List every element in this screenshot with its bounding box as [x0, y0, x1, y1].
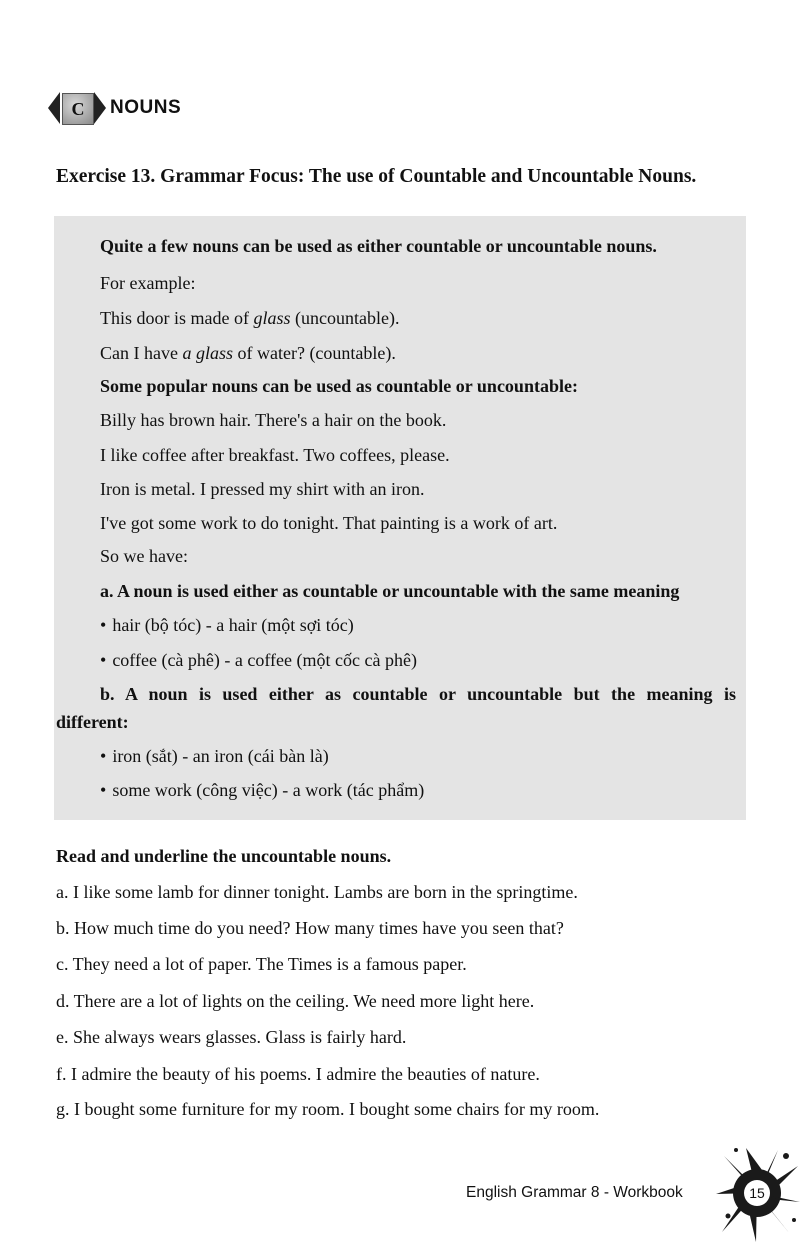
footer-book-title: English Grammar 8 - Workbook: [466, 1184, 683, 1201]
question-item: a. I like some lamb for dinner tonight. Lambs are born in the springtime.: [56, 882, 578, 902]
section-header: [48, 88, 181, 128]
example-sentence-1: This door is made of glass (uncountable).: [100, 308, 400, 328]
example-sentence-2: Can I have a glass of water? (countable).: [100, 343, 396, 363]
grammar-intro: Quite a few nouns can be used as either countable or uncountable nouns.: [100, 236, 657, 256]
exercise-title: Exercise 13. Grammar Focus: The use of Countable and Uncountable Nouns.: [56, 166, 697, 187]
page-number: 15: [744, 1180, 770, 1206]
chevron-right-icon: [94, 92, 106, 124]
rule-b-line-1: b. A noun is used either as countable or uncountable but the meaning is: [100, 684, 736, 704]
rule-a-item: • hair (bộ tóc) - a hair (một sợi tóc): [100, 615, 354, 635]
for-example-label: For example:: [100, 273, 196, 293]
page-number-badge: [716, 1142, 800, 1242]
chevron-left-icon: [48, 92, 60, 124]
section-badge: [48, 88, 106, 128]
section-letter: C: [62, 93, 94, 125]
example-line: I've got some work to do tonight. That painting is a work of art.: [100, 513, 558, 533]
popular-nouns-heading: Some popular nouns can be used as countable or uncountable:: [100, 376, 578, 396]
section-title: NOUNS: [110, 97, 182, 118]
question-item: c. They need a lot of paper. The Times is a famous paper.: [56, 954, 467, 974]
bullet-icon: •: [100, 615, 107, 635]
rule-a: a. A noun is used either as countable or uncountable with the same meaning: [100, 581, 680, 601]
example-line: Billy has brown hair. There's a hair on the book.: [100, 410, 447, 430]
rule-a-item: • coffee (cà phê) - a coffee (một cốc cà phê): [100, 650, 417, 670]
bullet-icon: •: [100, 650, 107, 670]
so-we-have-label: So we have:: [100, 546, 188, 566]
question-item: g. I bought some furniture for my room. I bought some chairs for my room.: [56, 1099, 600, 1119]
question-item: d. There are a lot of lights on the ceiling. We need more light here.: [56, 991, 535, 1011]
bullet-icon: •: [100, 746, 107, 766]
question-item: b. How much time do you need? How many times have you seen that?: [56, 918, 564, 938]
bullet-icon: •: [100, 780, 107, 800]
task-title: Read and underline the uncountable nouns.: [56, 846, 392, 866]
question-item: f. I admire the beauty of his poems. I admire the beauties of nature.: [56, 1064, 540, 1084]
question-item: e. She always wears glasses. Glass is fairly hard.: [56, 1027, 407, 1047]
rule-b-item: • iron (sắt) - an iron (cái bàn là): [100, 746, 329, 766]
example-line: I like coffee after breakfast. Two coffees, please.: [100, 445, 450, 465]
rule-b-line-2: different:: [56, 712, 129, 732]
example-line: Iron is metal. I pressed my shirt with an iron.: [100, 479, 425, 499]
rule-b-item: • some work (công việc) - a work (tác phẩm): [100, 780, 425, 800]
